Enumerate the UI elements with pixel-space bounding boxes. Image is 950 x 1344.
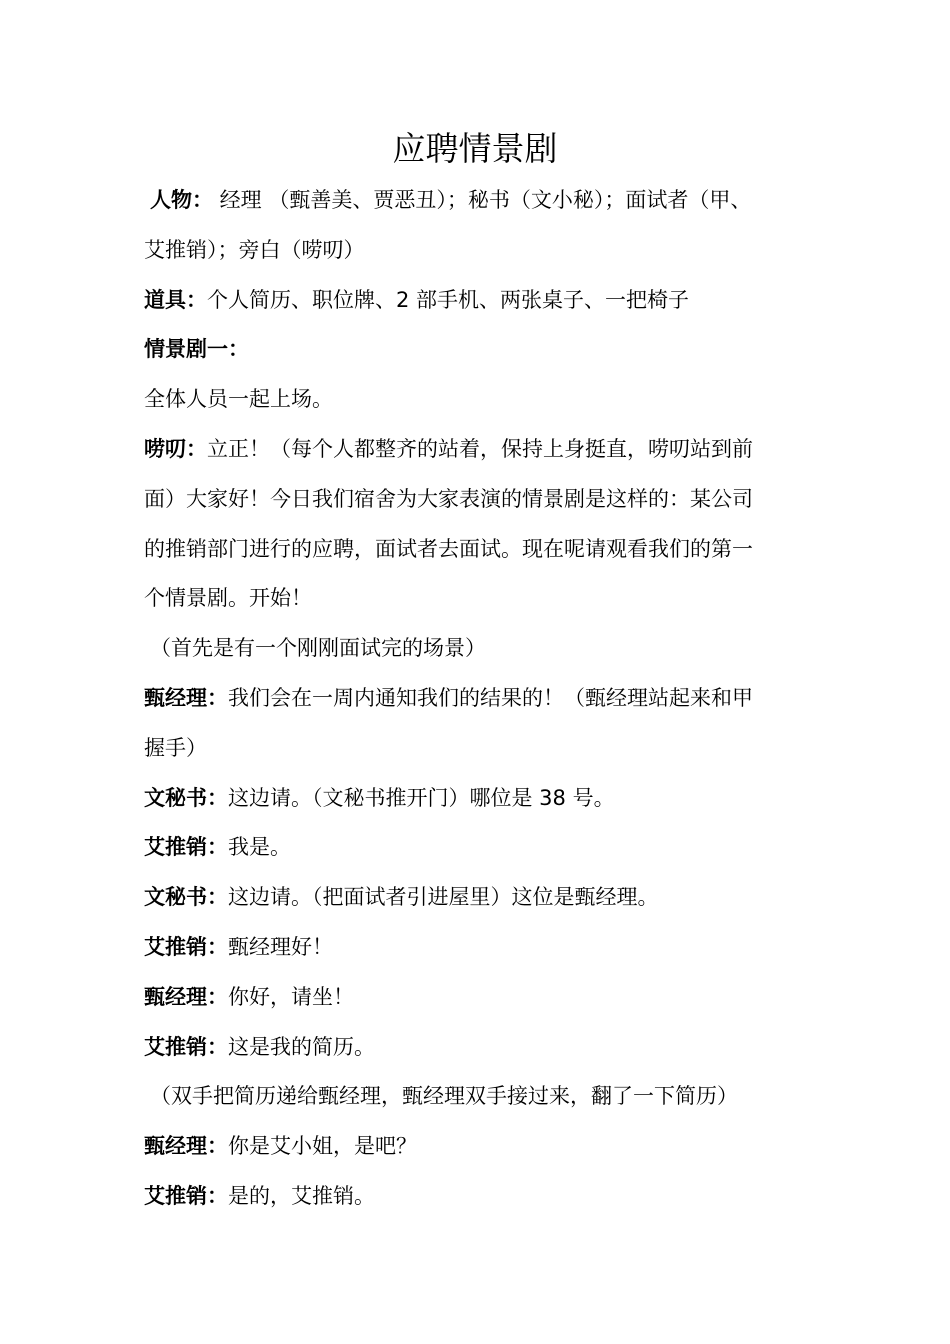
line-text: 面）大家好！今日我们宿舍为大家表演的情景剧是这样的：某公司 (144, 486, 753, 511)
script-line (144, 375, 824, 425)
script-line (144, 176, 824, 226)
line-text: 立正！（每个人都整齐的站着，保持上身挺直，唠叨站到前 (207, 436, 753, 461)
script-line (144, 873, 824, 923)
script-line (144, 1122, 824, 1172)
line-text: 我是。 (228, 835, 291, 860)
line-text: 是的，艾推销。 (228, 1183, 375, 1208)
script-line (144, 425, 824, 475)
line-text: 这是我的简历。 (228, 1034, 375, 1059)
script-line (144, 1172, 824, 1222)
script-line (144, 475, 824, 525)
speaker-label: 艾推销： (144, 934, 228, 959)
script-line (144, 525, 824, 575)
line-text: 的推销部门进行的应聘，面试者去面试。现在呢请观看我们的第一 (144, 536, 753, 561)
speaker-label: 情景剧一： (144, 337, 249, 362)
line-text: 你好，请坐！ (228, 984, 354, 1009)
script-line (144, 1072, 824, 1122)
line-text: 这边请。（把面试者引进屋里）这位是甄经理。 (228, 885, 659, 910)
line-text: 艾推销）；旁白（唠叨） (144, 237, 365, 262)
speaker-label: 唠叨： (144, 436, 207, 461)
line-text: 甄经理好！ (228, 934, 333, 959)
script-line (144, 923, 824, 973)
script-line (144, 973, 824, 1023)
script-line (144, 574, 824, 624)
line-text: 这边请。（文秘书推开门）哪位是 38 号。 (228, 785, 615, 810)
speaker-label: 人物： (150, 188, 213, 212)
line-text: 全体人员一起上场。 (144, 387, 333, 412)
script-body (144, 176, 824, 1222)
document-title: 应聘情景剧 (392, 129, 558, 168)
script-line (144, 325, 824, 375)
script-line (144, 774, 824, 824)
script-line (144, 226, 824, 276)
line-text: 个情景剧。开始！ (144, 586, 312, 611)
speaker-label: 艾推销： (144, 1034, 228, 1059)
speaker-label: 艾推销： (144, 835, 228, 860)
line-text: 个人简历、职位牌、2 部手机、两张桌子、一把椅子 (207, 287, 690, 312)
script-line (144, 1023, 824, 1073)
script-line (144, 823, 824, 873)
script-line (144, 276, 824, 326)
script-line (144, 674, 824, 724)
speaker-label: 甄经理： (144, 1134, 228, 1159)
line-text: （首先是有一个刚刚面试完的场景） (150, 636, 486, 661)
speaker-label: 文秘书： (144, 885, 228, 910)
speaker-label: 道具： (144, 287, 207, 312)
script-line (144, 624, 824, 674)
line-text: 经理 （甄善美、贾恶丑）；秘书（文小秘）；面试者（甲、 (213, 188, 752, 212)
speaker-label: 甄经理： (144, 685, 228, 710)
speaker-label: 甄经理： (144, 984, 228, 1009)
line-text: 我们会在一周内通知我们的结果的！（甄经理站起来和甲 (228, 685, 753, 710)
line-text: （双手把简历递给甄经理，甄经理双手接过来，翻了一下简历） (150, 1084, 738, 1109)
speaker-label: 文秘书： (144, 785, 228, 810)
line-text: 握手） (144, 735, 207, 760)
speaker-label: 艾推销： (144, 1183, 228, 1208)
line-text: 你是艾小姐，是吧？ (228, 1134, 417, 1159)
script-line (144, 724, 824, 774)
